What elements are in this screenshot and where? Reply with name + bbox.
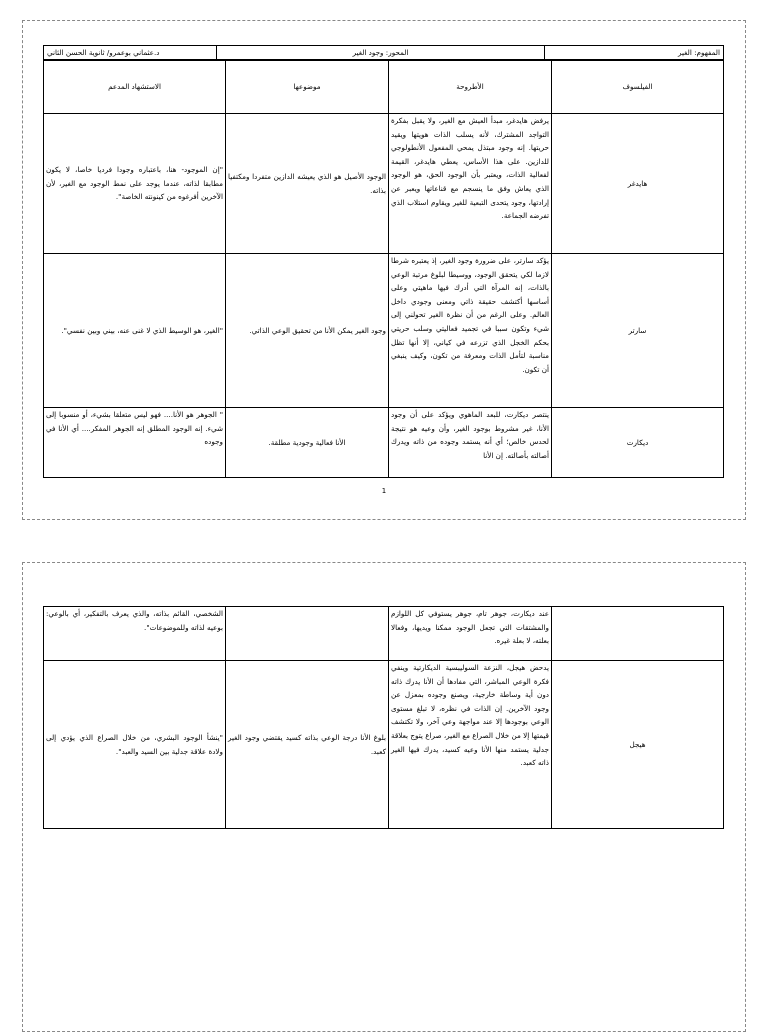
thesis-cell: يرفض هايدغر، مبدأ العيش مع الغير، ولا يقبل بفكرة التواجد المشترك، لأنه يسلب الذات هويتها ويقيد حريتها. إنه وجود مبتذل يمحي المفعول الأنطولوجي للدازين. على هذا الأساس، يعطي هايدغر، القيمة لفعالية الذات، ويعتبر بأن الوجود الحق، هو الوجود الذي يعاش وفق ما ينسجم مع قناعاتها ويعبر عن إرادتها، وجود يتحدى التبعية للغير ويقاوم استلاب الذي تفرضه الجماعة. xyxy=(389,114,552,254)
page-number: 1 xyxy=(381,487,387,495)
philosophers-table-continued xyxy=(43,606,724,829)
topics-cell: الوجود الأصيل هو الذي يعيشه الدازين متفردا ومكتفيا بذاته. xyxy=(226,114,389,254)
column-header-quote: الاستشهاد المدعم xyxy=(44,60,226,114)
thesis-cell: ينتصر ديكارت، للبعد الماهوي ويؤكد على أن وجود الأنا، غير مشروط بوجود الغير، وأن وعيه هو نتيجة لحدس خالص؛ أي أنه يستمد وجوده من ذاته ويدرك أصالته بأصالته. إن الأنا xyxy=(389,408,552,478)
topics-cell: وجود الغير يمكن الأنا من تحقيق الوعي الذاتي. xyxy=(226,254,389,408)
philosopher-cell: هيجل xyxy=(552,661,724,829)
topics-cell xyxy=(226,607,389,661)
concept-label: المفهوم: الغير xyxy=(545,46,724,61)
table-row xyxy=(44,114,724,254)
axis-label: المحور: وجود الغير xyxy=(217,46,545,61)
quote-cell: الشخصي، القائم بذاته، والذي يعرف بالتفكير، أي بالوعي: بوعيه لذاته وللموضوعات". xyxy=(44,607,226,661)
topics-cell: بلوغ الأنا درجة الوعي بذاته كسيد يقتضي وجود الغير كعبد. xyxy=(226,661,389,829)
thesis-cell: عند ديكارت، جوهر تام، جوهر يستوفي كل اللوازم والمشتقات التي تجعل الوجود ممكنا ويديها، وفعالا بعلته، لا بعلة غيره. xyxy=(389,607,552,661)
column-header-philosopher: الفيلسوف xyxy=(552,60,724,114)
philosopher-cell: ديكارت xyxy=(552,408,724,478)
table-row xyxy=(44,661,724,829)
table-row xyxy=(44,254,724,408)
philosopher-cell: هايدغر xyxy=(552,114,724,254)
quote-cell: "إن الموجود- هنا، باعتباره وجودا فرديا خاصا، لا يكون مطابقا لذاته، عندما يوجد على نمط الوجود مع الغير، لأن الآخرين أفرغوه من كينونته الخاصة". xyxy=(44,114,226,254)
column-header-topics: موضوعها xyxy=(226,60,389,114)
philosopher-cell xyxy=(552,607,724,661)
table-row xyxy=(44,408,724,478)
thesis-cell: يؤكد سارتر، على ضرورة وجود الغير، إذ يعتبره شرطا لازما لكي يتحقق الوجود، ووسيطا لبلوغ مرتبة الوعي بالذات، إنه المرآة التي أدرك فيها ماهيتي وعلى أساسها أكتشف حقيقة ذاتي ومعنى وجودي داخل العالم. وعلى الرغم من أن نظرة الغير تحولني إلى شيء وتكون سببا في تجميد فعاليتي وسلب حريتي بحكم الخجل الذي تزرعه في كياني، إلا أنها تظل مناسبة لتأمل الذات ومعرفة من تكون، وكيف ينبغي أن تكون. xyxy=(389,254,552,408)
table-row xyxy=(44,607,724,661)
quote-cell: "الغير، هو الوسيط الذي لا غنى عنه، بيني وبين نفسي". xyxy=(44,254,226,408)
quote-cell: "ينشأ الوجود البشري، من خلال الصراع الذي يؤدي إلى ولادة علاقة جدلية بين السيد والعبد". xyxy=(44,661,226,829)
author-label: د.عثماني بوعمرو/ ثانوية الحسن الثاني xyxy=(44,46,217,61)
topics-cell: الأنا فعالية وجودية مطلقة. xyxy=(226,408,389,478)
quote-cell: " الجوهر هو الأنا.... فهو ليس متعلقا بشيء، أو منسوبا إلى شيء. إنه الوجود المطلق إنه الجوهر المفكر.... أي الأنا في وجوده xyxy=(44,408,226,478)
philosophers-table xyxy=(43,59,724,478)
column-header-thesis: الأطروحة xyxy=(389,60,552,114)
thesis-cell: يدحض هيجل، النزعة السوليبسية الديكارتية وينفي فكرة الوعي المباشر، التي مفادها أن الأنا يدرك ذاته دون أية وساطة خارجية، ويصنع وجوده بمعزل عن وجود الآخرين. إن الذات في نظره، لا تبلغ مستوى الوعي بوجودها إلا عند مواجهة وعي آخر، ولا تكتشف قيمتها إلا من خلال الصراع مع الغير، صراع يتوج بعلاقة جدلية يستمد منها الأنا وعيه كسيد، يدرك فيها الغير ذاته كعبد. xyxy=(389,661,552,829)
table-header-row xyxy=(44,60,724,114)
philosopher-cell: سارتر xyxy=(552,254,724,408)
